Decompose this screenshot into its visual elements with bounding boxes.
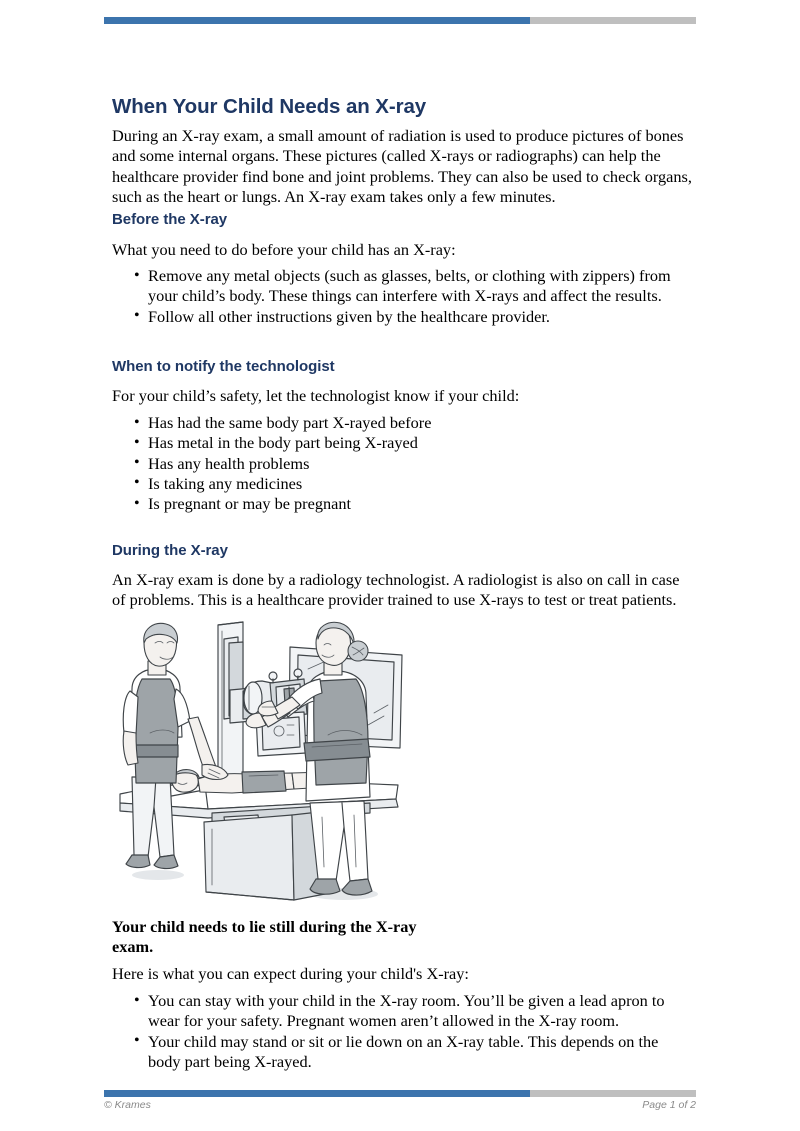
list-item: • Has any health problems [112,454,632,474]
notify-bullet-list [112,413,632,514]
header-rule-grey-segment [530,17,696,24]
expect-lead-paragraph: Here is what you can expect during your child's X-ray: [112,964,469,983]
list-item: • You can stay with your child in the X-ray room. You’ll be given a lead apron to wear for your safety. Pregnant women aren’t allowed in the X-ray room. [112,991,672,1032]
notify-lead-paragraph: For your child’s safety, let the technologist know if your child: [112,386,520,405]
footer-rule-blue-segment [104,1090,530,1097]
header-rule-blue-segment [104,17,530,24]
footer-page-number: Page 1 of 2 [642,1099,696,1111]
footer-rule [104,1090,696,1097]
during-lead-paragraph: An X-ray exam is done by a radiology technologist. A radiologist is also on call in case of problems. This is a healthcare provider trained to use X-rays to test or treat patients. [112,570,680,610]
section-heading-before: Before the X-ray [112,211,228,228]
before-lead-paragraph: What you need to do before your child has an X-ray: [112,240,456,259]
footer-copyright: © Krames [104,1099,151,1111]
page-title: When Your Child Needs an X-ray [112,95,427,118]
list-item: • Follow all other instructions given by the healthcare provider. [112,307,674,327]
xray-room-illustration [112,617,412,907]
section-heading-notify: When to notify the technologist [112,358,335,375]
list-item: • Is pregnant or may be pregnant [112,494,632,514]
expect-bullet-list [112,991,672,1072]
list-item: • Remove any metal objects (such as glasses, belts, or clothing with zippers) from your child’s body. These things can interfere with X-rays and affect the results. [112,266,674,307]
section-heading-during: During the X-ray [112,542,228,559]
footer-rule-grey-segment [530,1090,696,1097]
list-item: • Is taking any medicines [112,474,632,494]
figure-caption: Your child needs to lie still during the X-ray exam. [112,917,417,957]
intro-paragraph: During an X-ray exam, a small amount of radiation is used to produce pictures of bones and some internal organs. These pictures (called X-rays or radiographs) can help the healthcare provider find bone and joint problems. They can also be used to check organs, such as the heart or lungs. An X-ray exam takes only a few minutes. [112,126,692,206]
list-item: • Has had the same body part X-rayed before [112,413,632,433]
list-item: • Your child may stand or sit or lie down on an X-ray table. This depends on the body part being X-rayed. [112,1032,672,1073]
header-rule [104,17,696,24]
before-bullet-list [112,266,674,327]
xray-room-illustration-svg [112,617,412,907]
list-item: • Has metal in the body part being X-rayed [112,433,632,453]
